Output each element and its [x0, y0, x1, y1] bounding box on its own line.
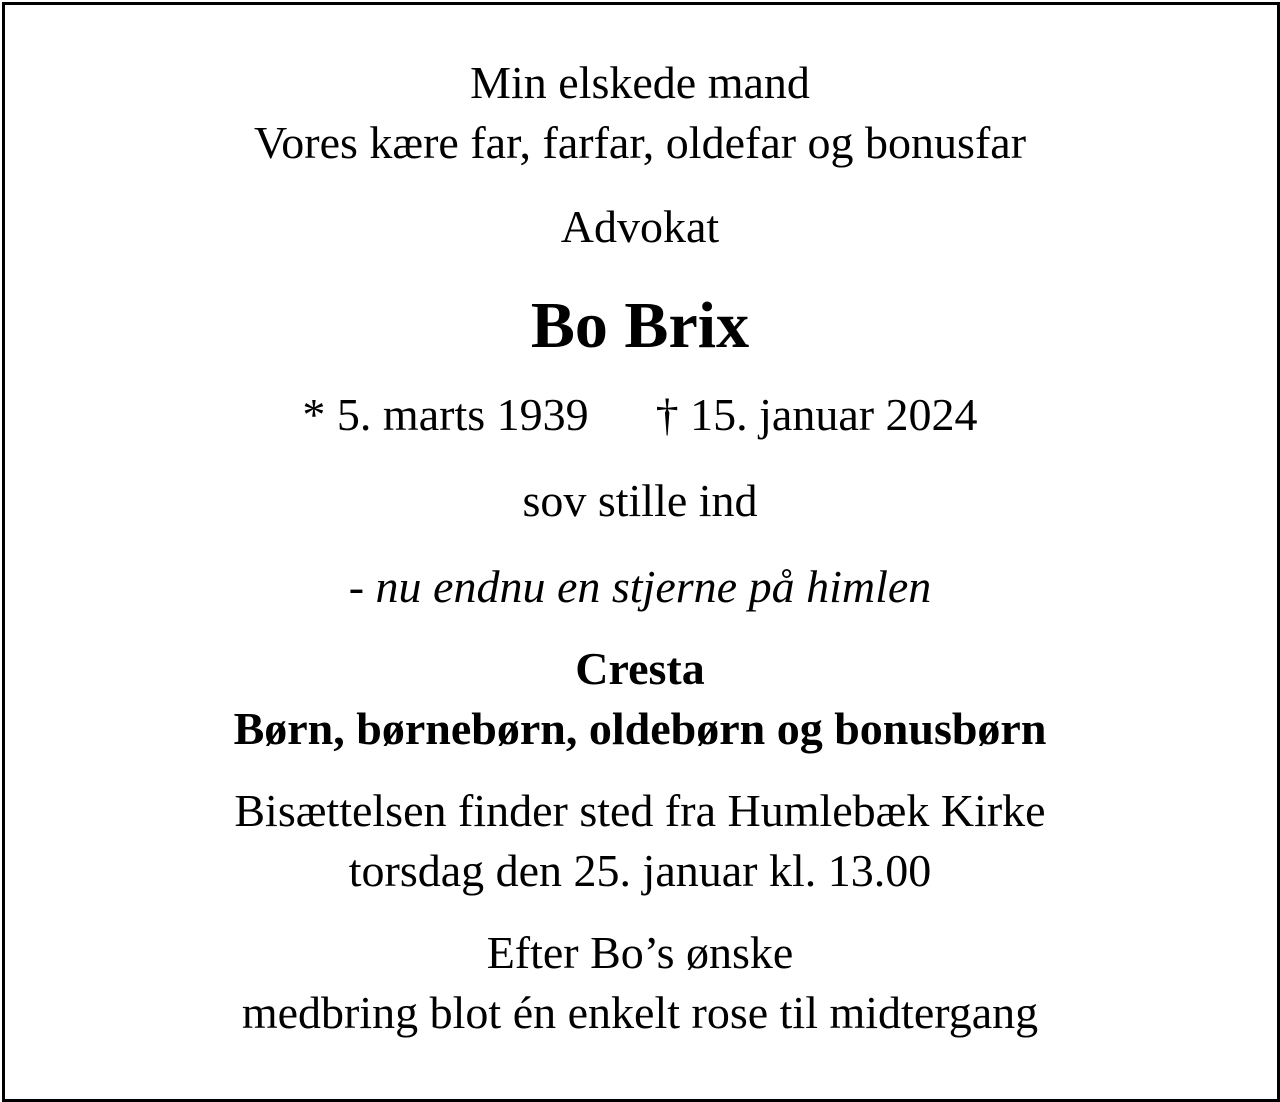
- service-location: Bisættelsen finder sted fra Humlebæk Kirke: [234, 785, 1046, 836]
- intro-line-2: Vores kære far, farfar, oldefar og bonusfar: [253, 117, 1027, 168]
- service-time: torsdag den 25. januar kl. 13.00: [348, 845, 932, 896]
- death-symbol: †: [655, 389, 679, 440]
- wish-line-2: medbring blot én enkelt rose til midtergang: [241, 987, 1039, 1038]
- farewell-phrase: sov stille ind: [522, 475, 758, 526]
- mourner-primary: Cresta: [575, 643, 705, 694]
- mourner-family: Børn, børnebørn, oldebørn og bonusbørn: [233, 703, 1047, 754]
- death-date: 15. januar 2024: [690, 389, 978, 440]
- intro-line-1: Min elskede mand: [470, 57, 810, 108]
- deceased-name: Bo Brix: [530, 289, 750, 362]
- birth-date: 5. marts 1939: [336, 389, 589, 440]
- life-dates: [0, 388, 1280, 441]
- profession: Advokat: [560, 201, 720, 252]
- birth-symbol: *: [302, 389, 326, 440]
- memorial-quote: - nu endnu en stjerne på himlen: [348, 561, 932, 612]
- wish-line-1: Efter Bo’s ønske: [486, 927, 794, 978]
